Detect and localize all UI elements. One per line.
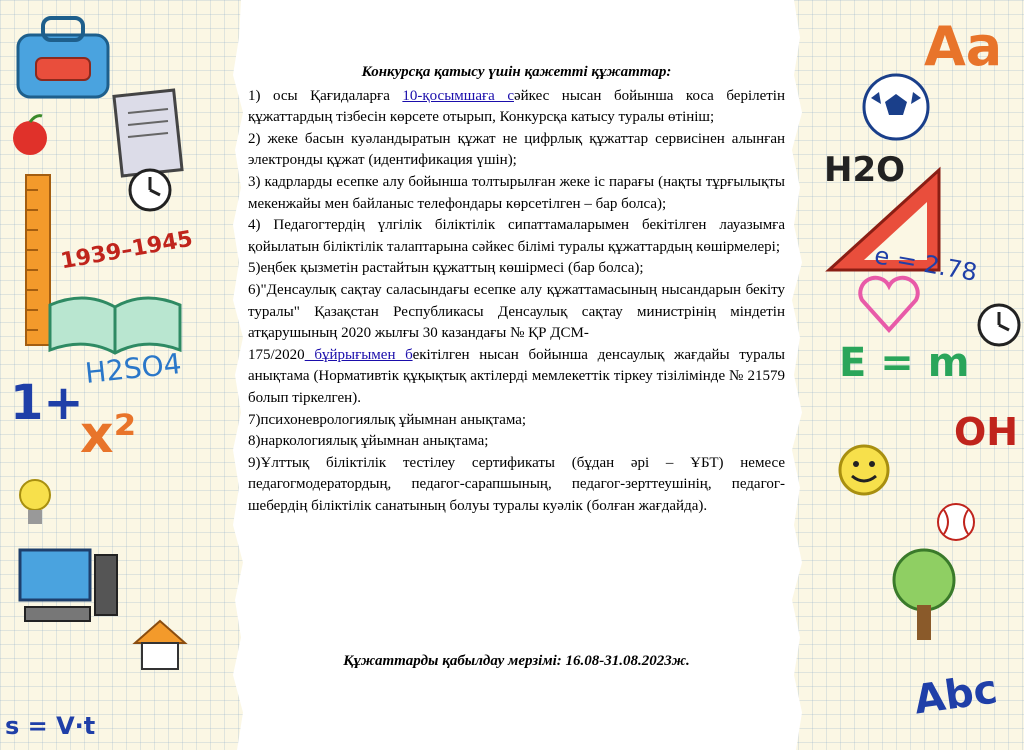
- list-item-8: 8)наркологиялық ұйымнан анықтама;: [248, 433, 489, 450]
- item-6-order-number: 175/2020: [248, 346, 305, 363]
- list-item-9: 9)Ұлттық біліктілік тестілеу сертификаты (бұдан әрі – ҰБТ) немесе педагогмодератордың, педагог-сарапшының, педагог-зерттеушінің, педагог-шебердің біліктілік санатының болуы туралы куәлік (болған жағдайда).: [248, 454, 785, 514]
- baseball-icon: [934, 500, 979, 545]
- clock-icon: [125, 165, 175, 215]
- formula-oh-text: OH: [954, 410, 1019, 454]
- apple-icon: [8, 110, 53, 160]
- list-item-4: 4) Педагогтердің үлгілік біліктілік сипаттамаларымен бекітілген лауазымға қойылатын біліктілік талаптарына сәйкес білімі туралы құжаттардың көшірмелері;: [248, 217, 785, 255]
- list-item-6-continued: [248, 345, 785, 410]
- left-decoration-panel: [0, 0, 250, 750]
- math-symbol-text: 1+: [10, 375, 84, 431]
- item-1-text-start: 1) осы Қағидаларға: [248, 87, 403, 104]
- lightbulb-icon: [15, 475, 55, 535]
- constant-e-text: e = 2.78: [872, 241, 980, 287]
- formula-velocity-text: s = V·t: [5, 712, 96, 740]
- list-item-2: 2) жеке басын куәландыратын құжат не цифрлық құжаттар сервисінен алынған электронды құжат (идентификация үшін);: [248, 130, 785, 169]
- list-item-5: 5)еңбек қызметін растайтын құжаттың көшірмесі (бар болса);: [248, 260, 644, 277]
- heart-icon: [854, 270, 924, 335]
- formula-energy-text: E = m: [839, 340, 970, 386]
- list-item-3: 3) кадрларды есепке алу бойынша толтырылған жеке іс парағы (нақты тұрғылықты мекенжайы мен байланыс телефондары көрсетілген – бар болса);: [248, 173, 785, 212]
- order-link[interactable]: бұйрығымен б: [304, 346, 413, 363]
- letters-bottom-text: Abc: [911, 666, 1001, 724]
- smiley-icon: [834, 440, 894, 500]
- tree-icon: [879, 545, 969, 645]
- house-icon: [130, 615, 190, 675]
- submission-deadline: Құжаттарды қабылдау мерзімі: 16.08-31.08.2023ж.: [343, 653, 690, 669]
- list-item-7: 7)психоневрологиялық ұйымнан анықтама;: [248, 411, 527, 428]
- year-range-text: 1939–1945: [58, 226, 195, 275]
- document-heading: Конкурсқа қатысу үшін қажетті құжаттар:: [361, 64, 672, 80]
- formula-water-text: H2O: [824, 150, 906, 190]
- math-x-text: x²: [80, 405, 137, 465]
- computer-icon: [15, 545, 125, 630]
- item-1-text-end: әйкес нысан бойынша коса берілетін құжаттардың тізбесін көрсете отырып, Конкурсқа катысу туралы өтініш;: [248, 87, 786, 126]
- soccer-ball-icon: [859, 70, 934, 145]
- formula-acid-text: H2SO4: [83, 347, 183, 390]
- item-6-text-end: екітілген нысан бойынша денсаулық жағдайы туралы анықтама (Нормативтік құқықтық актілерді мемлекеттік тіркеу тізілімінде № 21579 болып тіркелген).: [248, 346, 785, 406]
- letters-top-text: Аа: [924, 15, 1003, 78]
- right-decoration-panel: [784, 0, 1024, 750]
- appendix-10-link[interactable]: 10-қосымшаға с: [402, 87, 514, 104]
- clock-icon-right: [974, 300, 1024, 350]
- backpack-icon: [8, 10, 118, 105]
- list-item-6: 6)"Денсаулық сақтау саласындағы есепке алу құжаттамасының нысандарын бекіту туралы" Қазақстан Республикасы Денсаулық сақтау министрінің міндетін атқарушының 2020 жылғы 30 казандағы № ҚР ДСМ-: [248, 281, 785, 342]
- document-body: [248, 62, 785, 517]
- list-item-1: [248, 86, 785, 129]
